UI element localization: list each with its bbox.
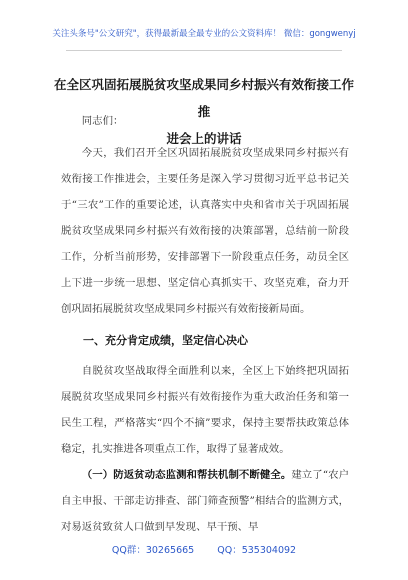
header-notice: 关注头条号"公文研究"，获得最新最全最专业的公文资料库！ 微信：gongwenyj [52, 29, 356, 39]
salutation: 同志们： [81, 115, 124, 127]
footer-contact [0, 542, 408, 556]
paragraph-achievements: 自脱贫攻坚战取得全面胜利以来，全区上下始终把巩固拓展脱贫攻坚成果同乡村振兴有效衔接作为重大政治任务和第一民生工程，严格落实“四个不摘”要求，保持主要帮扶政策总体稳定，扎实推进各项重点工作，取得了显著成效。 [61, 365, 349, 455]
title-line-2: 进会上的讲话 [166, 131, 242, 146]
header-divider [66, 50, 342, 51]
paragraph-monitoring [61, 462, 349, 540]
paragraph-intro: 今天，我们召开全区巩固拓展脱贫攻坚成果同乡村振兴有效衔接工作推进会，主要任务是深入学习贯彻习近平总书记关于“三农”工作的重要论述，认真落实中央和省市关于巩固拓展脱贫攻坚成果同乡村振兴有效衔接的决策部署，总结前一阶段工作，分析当前形势，安排部署下一阶段重点任务，动员全区上下进一步统一思想、坚定信心真抓实干、攻坚克难，奋力开创巩固拓展脱贫攻坚成果同乡村振兴有效衔接新局面。 [61, 147, 349, 315]
paragraph-monitoring-text: 建立了“农户自主申报、干部走访排查、部门筛查预警”相结合的监测方式，对易返贫致贫人口做到早发现、早干预、早 [61, 469, 350, 533]
footer-qq-group: QQ群：30265665 [111, 545, 195, 556]
document-body [61, 108, 349, 540]
section-heading-1: 一、充分肯定成绩，坚定信心决心 [83, 334, 248, 347]
title-line-1: 在全区巩固拓展脱贫攻坚成果同乡村振兴有效衔接工作推 [53, 77, 354, 119]
footer-qq: QQ：535304092 [217, 545, 297, 556]
subsection-heading-1: （一）防返贫动态监测和帮扶机制不断健全。 [81, 469, 292, 481]
